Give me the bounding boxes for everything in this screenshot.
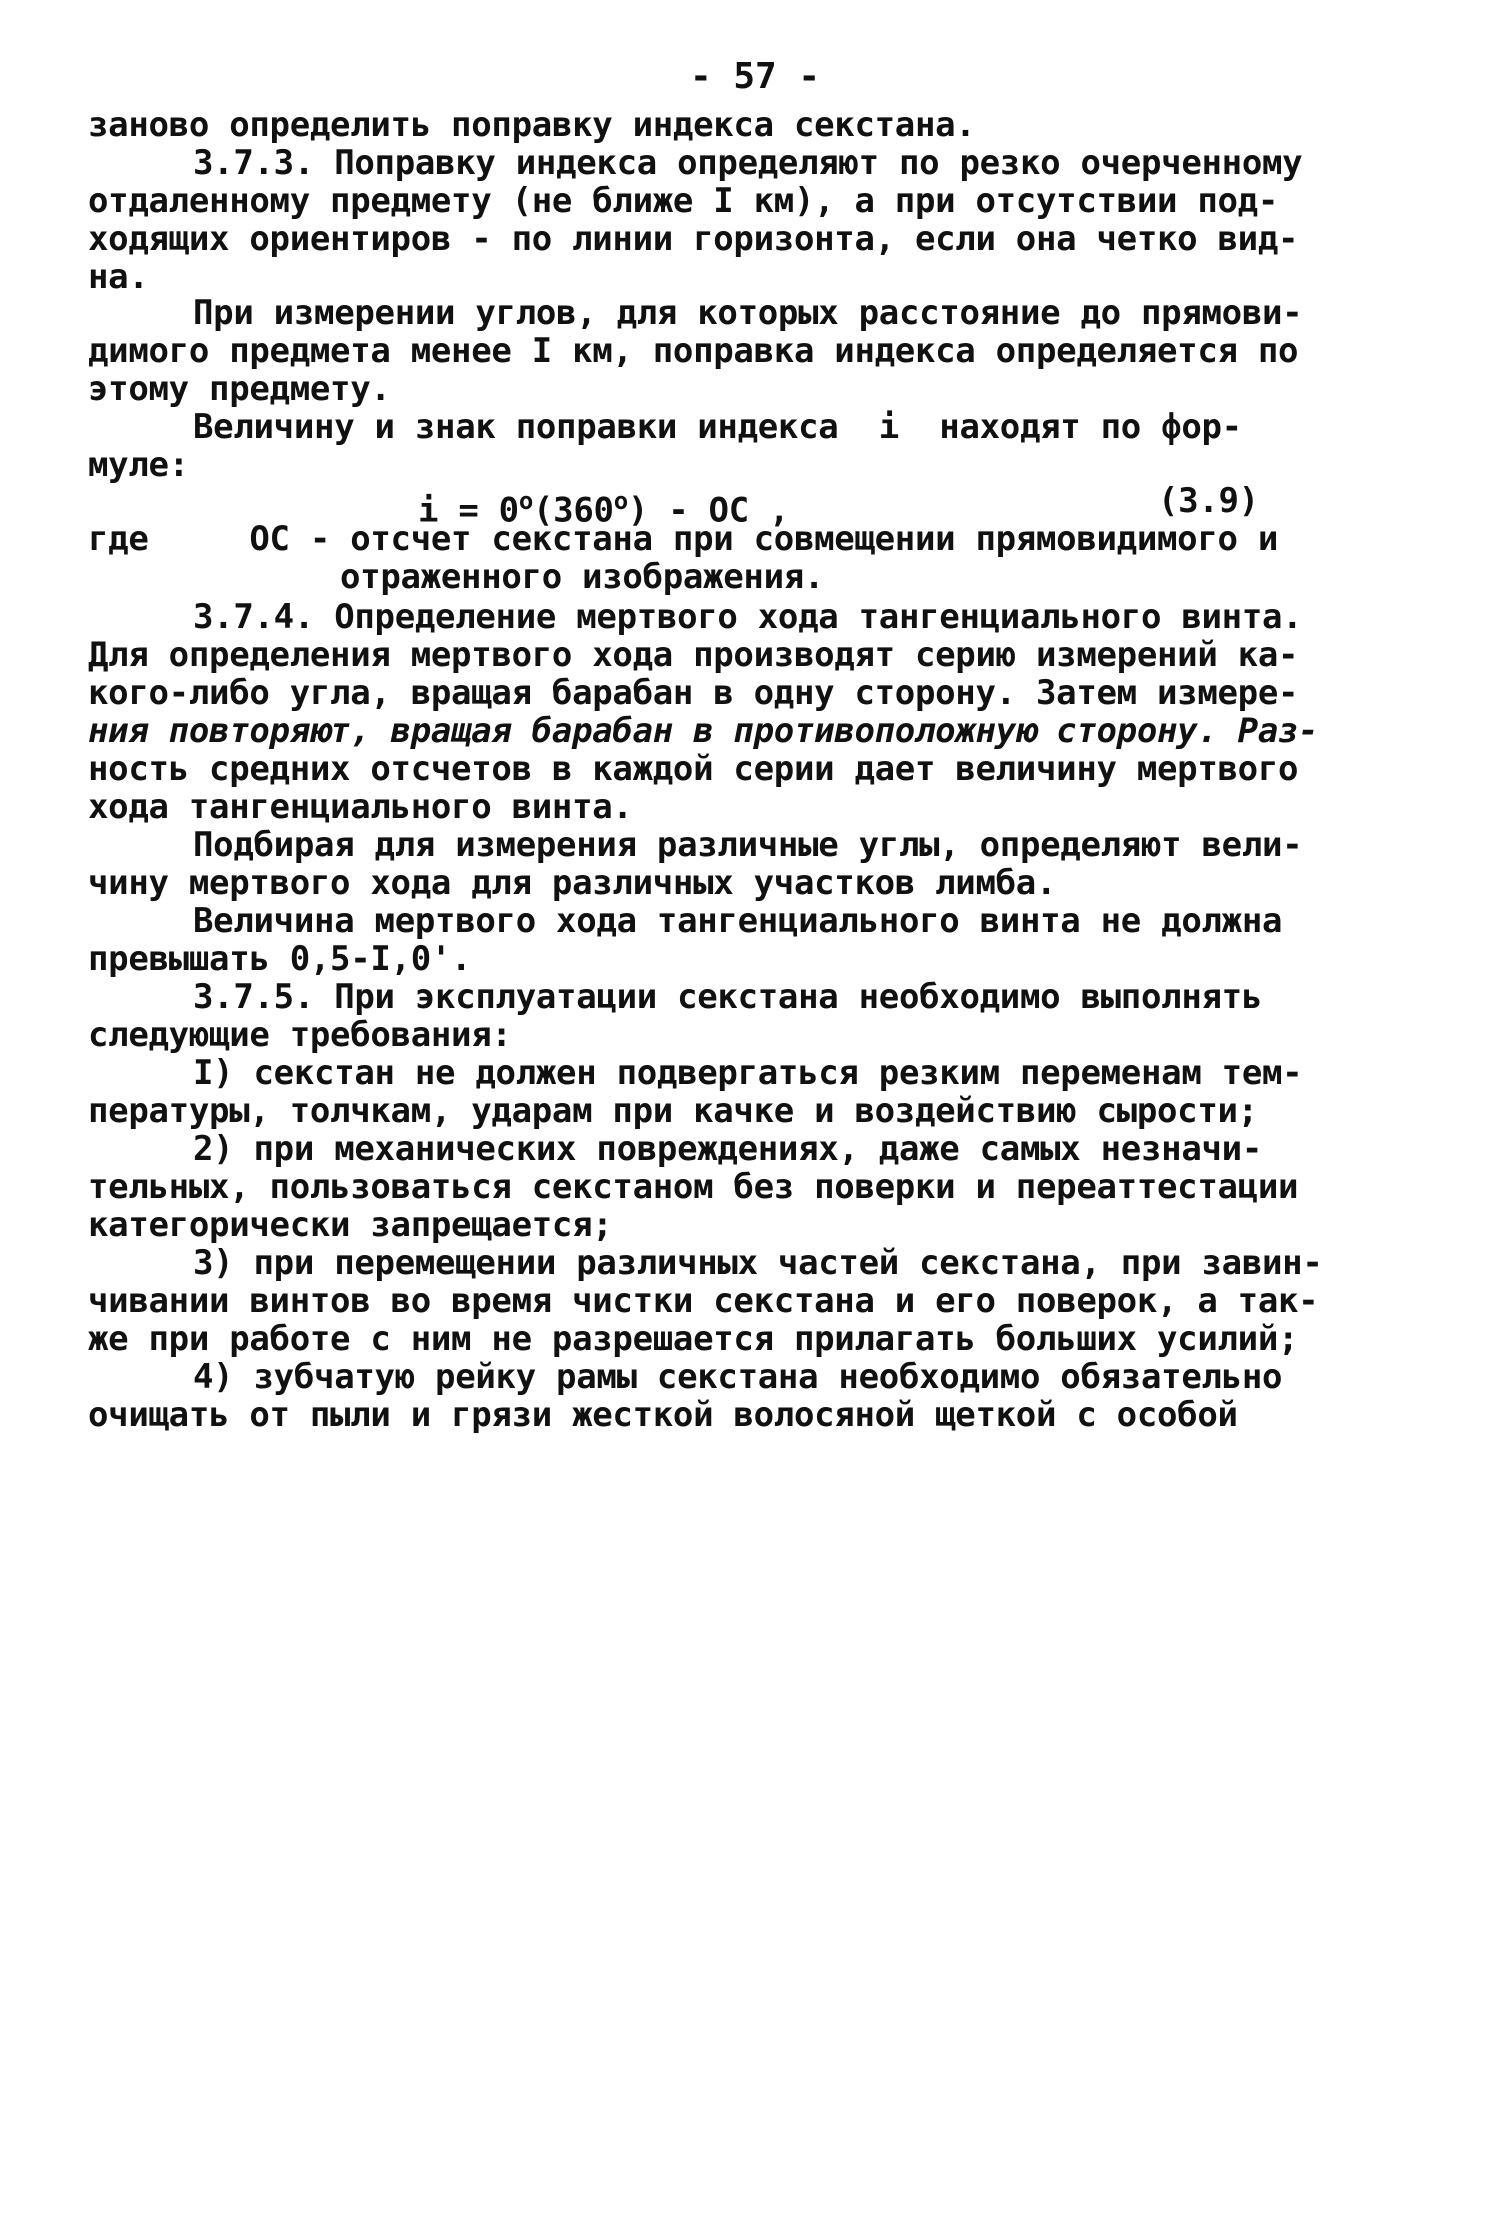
text-line: ния повторяют, вращая барабан в противоположную сторону. Раз-: [88, 711, 1319, 751]
text-line: муле:: [88, 445, 189, 485]
text-line: хода тангенциального винта.: [88, 787, 633, 827]
text-line: ходящих ориентиров - по линии горизонта, если она четко вид-: [88, 219, 1299, 259]
formula: $i = 0^o(360^o)$ - ОС ,: [418, 487, 790, 531]
text-line: где ОС - отсчет секстана при совмещении прямовидимого и: [88, 519, 1279, 559]
text-line: превышать 0,5-I,0'.: [88, 939, 472, 979]
text-line: чивании винтов во время чистки секстана и его поверок, а так-: [88, 1281, 1319, 1321]
text-line: категорически запрещается;: [88, 1205, 613, 1245]
text-line: ность средних отсчетов в каждой серии дает величину мертвого: [88, 749, 1299, 789]
text-line: 2) при механических повреждениях, даже самых незначи-: [193, 1129, 1262, 1169]
text-line: 3) при перемещении различных частей секстана, при завин-: [193, 1243, 1323, 1283]
text-line: 4) зубчатую рейку рамы секстана необходимо обязательно: [193, 1357, 1283, 1397]
text-line: димого предмета менее I км, поправка индекса определяется по: [88, 331, 1299, 371]
text-line: на.: [88, 257, 149, 297]
text-line: кого-либо угла, вращая барабан в одну сторону. Затем измере-: [88, 673, 1299, 713]
text-line: Подбирая для измерения различные углы, определяют вели-: [193, 825, 1303, 865]
text-line: I) секстан не должен подвергаться резким переменам тем-: [193, 1053, 1303, 1093]
text-line: пературы, толчкам, ударам при качке и воздействию сырости;: [88, 1091, 1258, 1131]
text-line: же при работе с ним не разрешается прилагать больших усилий;: [88, 1319, 1299, 1359]
text-line: 3.7.4. Определение мертвого хода тангенциального винта.: [193, 597, 1303, 637]
text-line: 3.7.3. Поправку индекса определяют по резко очерченному: [193, 143, 1303, 183]
text-line: этому предмету.: [88, 369, 391, 409]
text-line: заново определить поправку индекса секстана.: [88, 105, 976, 145]
text-line: Для определения мертвого хода производят серию измерений ка-: [88, 635, 1299, 675]
formula-number: (3.9): [1158, 481, 1259, 521]
text-line: При измерении углов, для которых расстояние до прямови-: [193, 293, 1303, 333]
text-line: отраженного изображения.: [340, 557, 825, 597]
text-line: Величину и знак поправки индекса i находят по фор-: [193, 407, 1242, 447]
text-line: 3.7.5. При эксплуатации секстана необходимо выполнять: [193, 977, 1262, 1017]
page-number: - 57 -: [689, 56, 821, 97]
text-line: тельных, пользоваться секстаном без поверки и переаттестации: [88, 1167, 1299, 1207]
text-line: отдаленному предмету (не ближе I км), а при отсутствии под-: [88, 181, 1279, 221]
text-line: следующие требования:: [88, 1015, 512, 1055]
text-line: чину мертвого хода для различных участков лимба.: [88, 863, 1057, 903]
text-line: Величина мертвого хода тангенциального винта не должна: [193, 901, 1283, 941]
text-line: очищать от пыли и грязи жесткой волосяной щеткой с особой: [88, 1395, 1238, 1435]
